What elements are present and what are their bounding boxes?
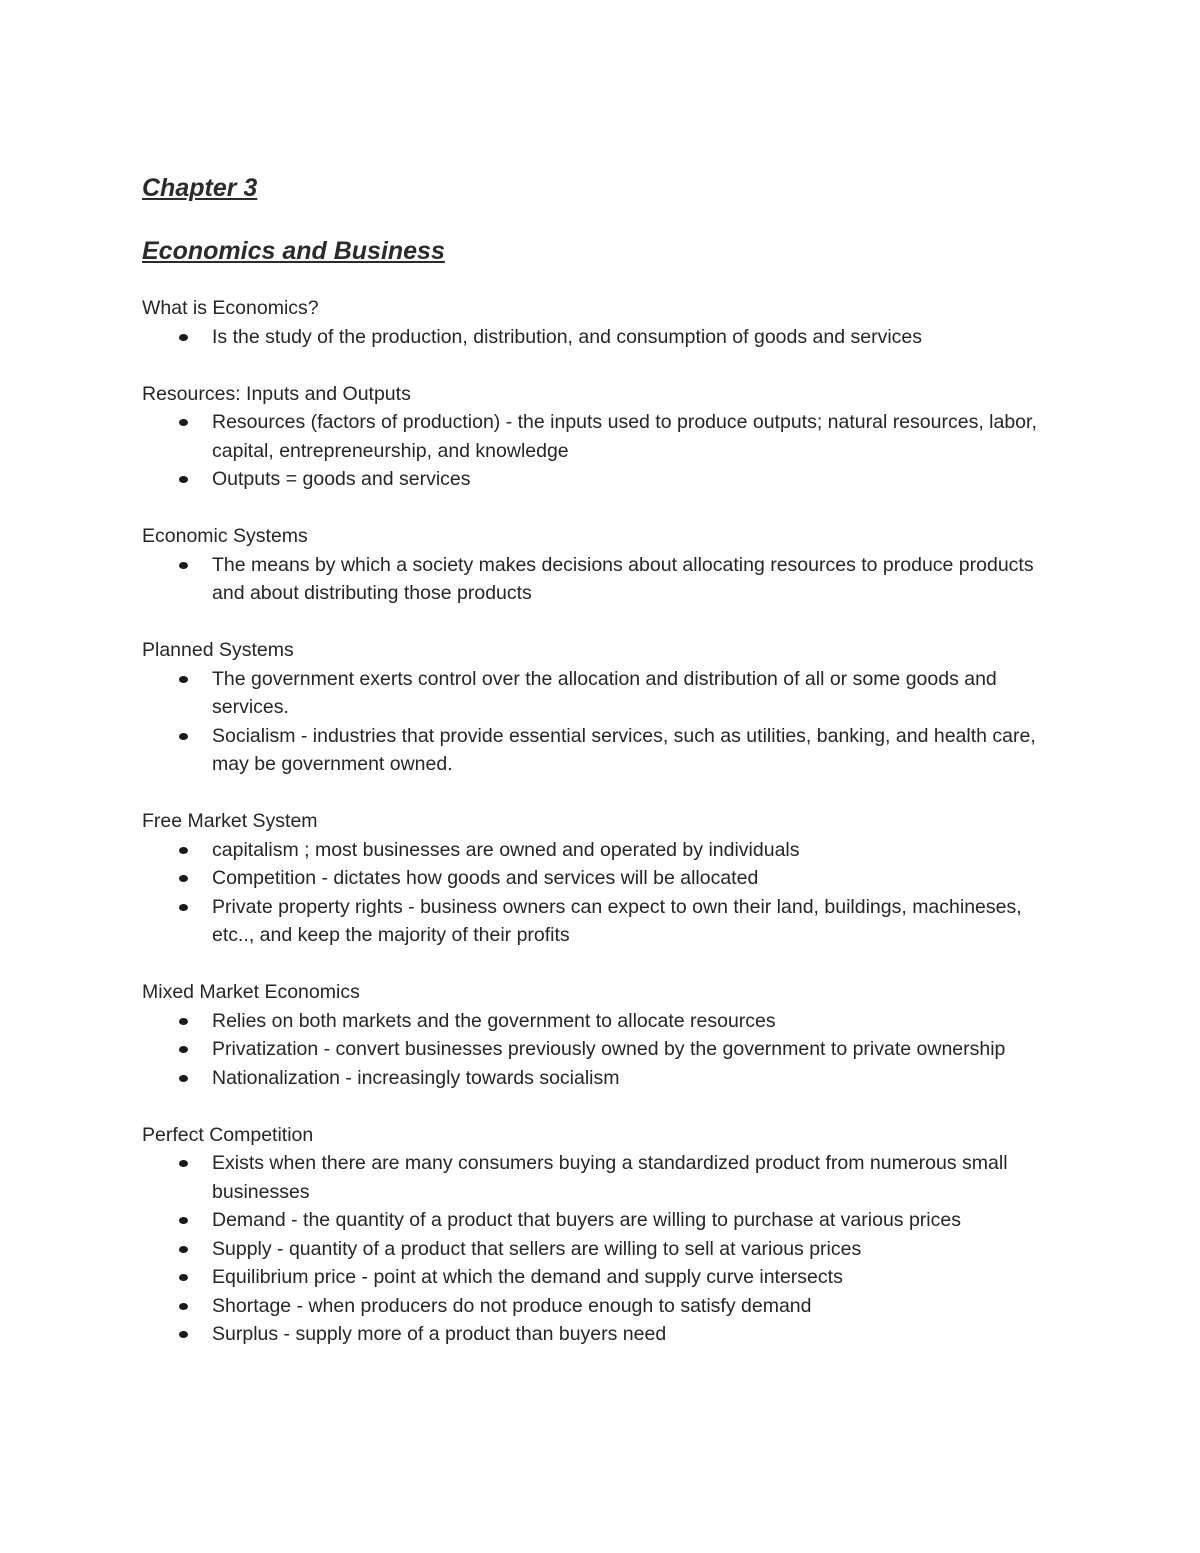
section-heading: Resources: Inputs and Outputs (142, 382, 411, 405)
list-item (212, 864, 1052, 893)
list-item-text: The means by which a society makes decisions about allocating resources to produce products and about distributing those products (212, 553, 1034, 604)
section-heading: What is Economics? (142, 297, 319, 319)
list-item (212, 1149, 1052, 1206)
list-item-text: Shortage - when producers do not produce enough to satisfy demand (212, 1294, 812, 1317)
bullet-icon (179, 847, 188, 854)
list-item (212, 1320, 1052, 1349)
list-item (212, 893, 1052, 950)
document-page (142, 170, 1052, 1377)
bullet-icon (179, 1246, 188, 1253)
list-item-text: Is the study of the production, distribution, and consumption of goods and services (212, 325, 923, 348)
list-item-text: Competition - dictates how goods and services will be allocated (212, 867, 759, 889)
list-item-text: capitalism ; most businesses are owned and operated by individuals (212, 838, 800, 861)
list-item (212, 1263, 1052, 1292)
list-item (212, 323, 1052, 352)
section-heading: Perfect Competition (142, 1123, 314, 1146)
list-item-text: Demand - the quantity of a product that buyers are willing to purchase at various prices (212, 1209, 961, 1231)
sections-list (142, 294, 1052, 1349)
list-item-text: Outputs = goods and services (212, 468, 471, 490)
list-item (212, 465, 1052, 494)
section-heading: Economic Systems (142, 525, 308, 547)
bullet-list (142, 408, 1052, 494)
section (142, 1121, 1052, 1349)
list-item (212, 1007, 1052, 1036)
bullet-list (142, 665, 1052, 779)
bullet-icon (179, 562, 188, 569)
bullet-list (142, 836, 1052, 950)
section (142, 978, 1052, 1092)
bullet-icon (179, 1303, 188, 1310)
section (142, 522, 1052, 608)
bullet-icon (179, 476, 188, 483)
list-item-text: Nationalization - increasingly towards socialism (212, 1066, 620, 1089)
section (142, 636, 1052, 779)
bullet-icon (179, 1217, 188, 1224)
list-item (212, 1292, 1052, 1321)
list-item (212, 1206, 1052, 1235)
list-item-text: Private property rights - business owners can expect to own their land, buildings, machineses, etc.., and keep the majority of their profits (212, 895, 1022, 946)
list-item (212, 836, 1052, 865)
list-item-text: Privatization - convert businesses previously owned by the government to private ownership (212, 1038, 1006, 1060)
list-item-text: The government exerts control over the allocation and distribution of all or some goods and services. (212, 667, 997, 718)
bullet-icon (179, 1075, 188, 1082)
list-item-text: Resources (factors of production) - the inputs used to produce outputs; natural resources, labor, capital, entrepreneurship, and knowledge (212, 411, 1037, 462)
list-item (212, 408, 1052, 465)
document-title: Economics and Business (142, 237, 445, 265)
bullet-icon (179, 1331, 188, 1338)
list-item-text: Exists when there are many consumers buying a standardized product from numerous small businesses (212, 1152, 1008, 1203)
section (142, 807, 1052, 950)
bullet-icon (179, 733, 188, 740)
list-item (212, 722, 1052, 779)
list-item (212, 1064, 1052, 1093)
bullet-icon (179, 419, 188, 426)
section (142, 380, 1052, 494)
list-item-text: Equilibrium price - point at which the demand and supply curve intersects (212, 1266, 843, 1288)
section-heading: Free Market System (142, 810, 318, 832)
section-heading: Mixed Market Economics (142, 981, 360, 1003)
list-item (212, 551, 1052, 608)
list-item (212, 1235, 1052, 1264)
bullet-icon (179, 904, 188, 911)
bullet-icon (179, 334, 188, 341)
bullet-list (142, 323, 1052, 352)
bullet-list (142, 1149, 1052, 1349)
list-item-text: Surplus - supply more of a product than buyers need (212, 1323, 667, 1345)
bullet-icon (179, 1018, 188, 1025)
bullet-icon (179, 875, 188, 882)
bullet-icon (179, 1160, 188, 1167)
bullet-list (142, 1007, 1052, 1093)
section (142, 294, 1052, 351)
bullet-icon (179, 1274, 188, 1281)
bullet-list (142, 551, 1052, 608)
section-heading: Planned Systems (142, 639, 294, 661)
chapter-title: Chapter 3 (142, 174, 258, 202)
list-item-text: Socialism - industries that provide essential services, such as utilities, banking, and health care, may be government owned. (212, 724, 1036, 775)
list-item (212, 1035, 1052, 1064)
bullet-icon (179, 676, 188, 683)
list-item (212, 665, 1052, 722)
list-item-text: Relies on both markets and the government to allocate resources (212, 1009, 776, 1032)
bullet-icon (179, 1046, 188, 1053)
list-item-text: Supply - quantity of a product that sellers are willing to sell at various prices (212, 1237, 862, 1260)
